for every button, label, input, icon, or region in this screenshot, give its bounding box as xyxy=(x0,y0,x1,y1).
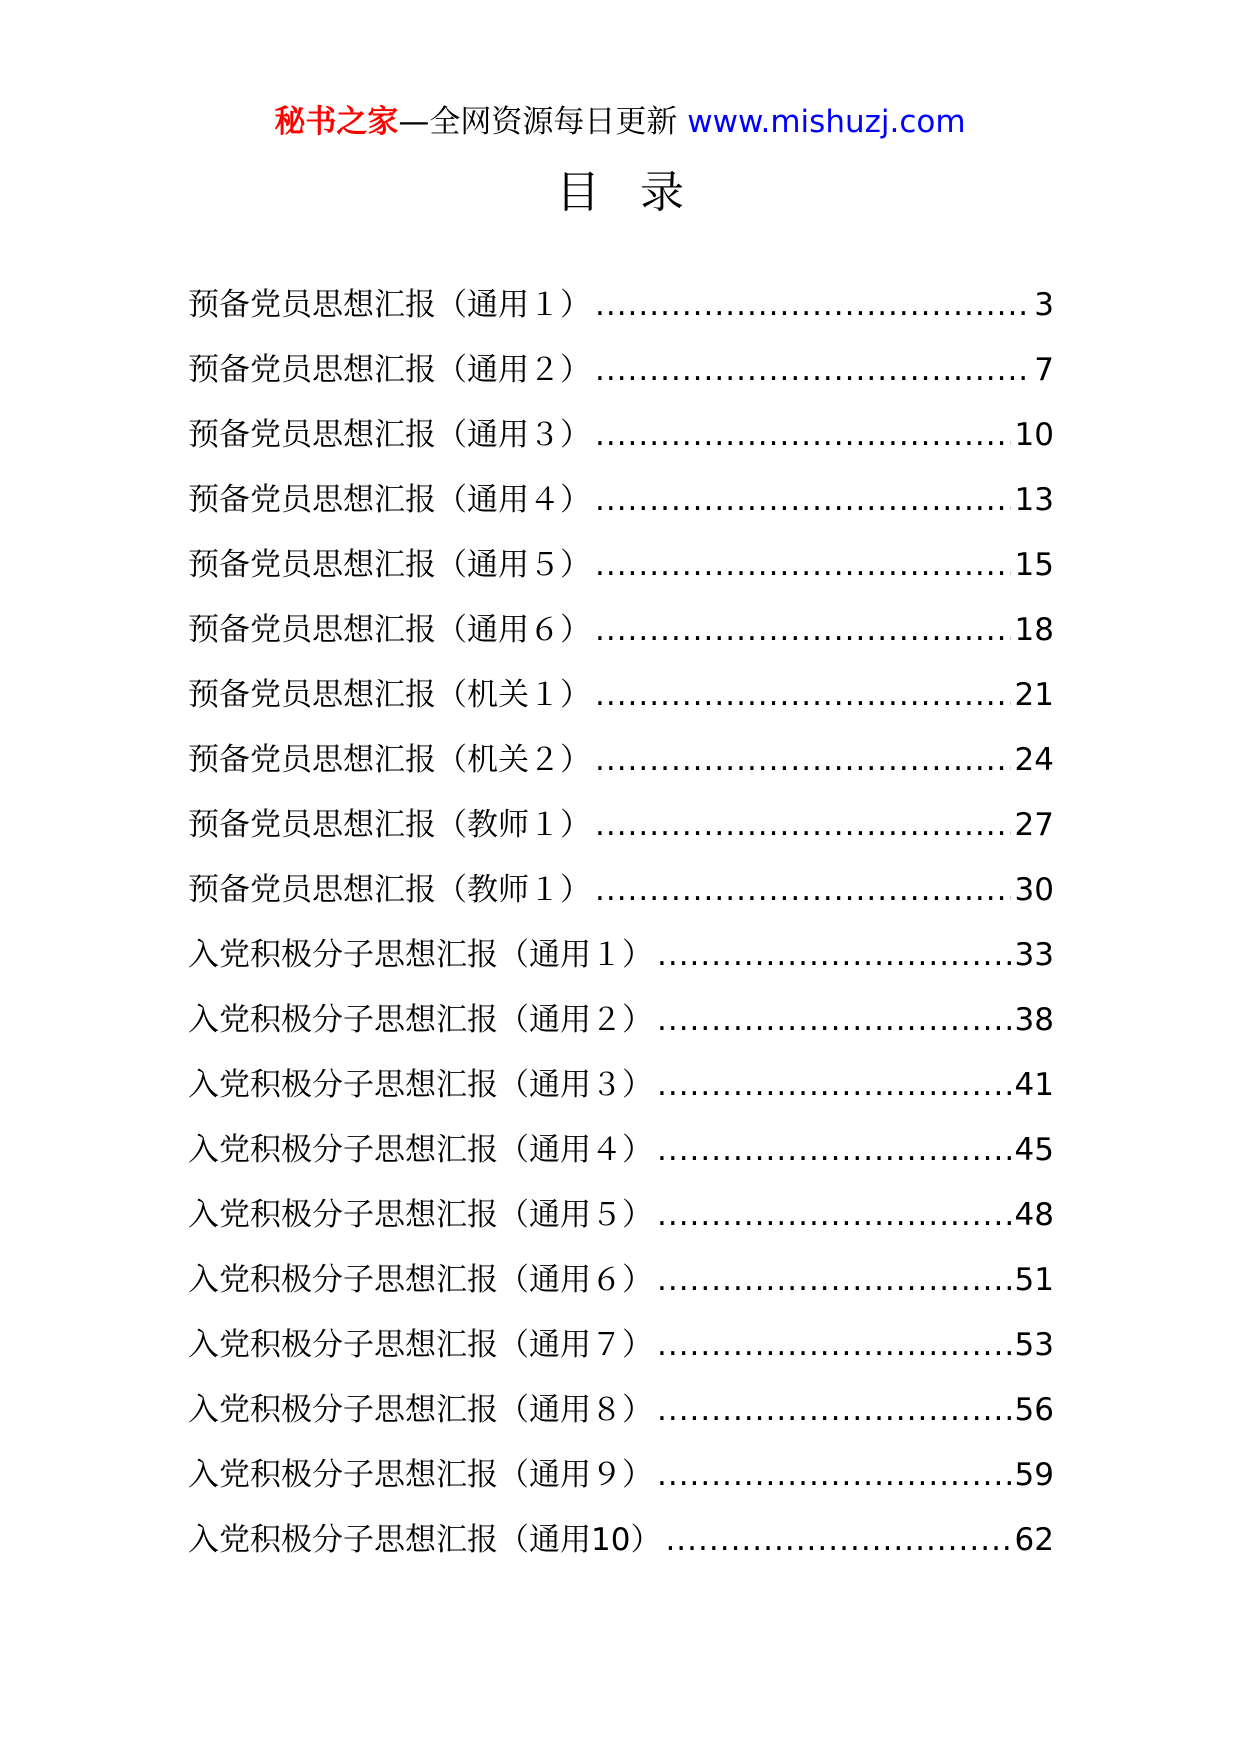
toc-dot-leader xyxy=(657,1388,1011,1432)
toc-entry[interactable] xyxy=(188,1367,1054,1432)
site-header xyxy=(0,100,1240,144)
toc-dot-leader xyxy=(595,803,1011,847)
toc-page-number: 38 xyxy=(1014,1002,1054,1038)
toc-dot-leader xyxy=(595,283,1030,327)
toc-entry[interactable] xyxy=(188,1432,1054,1497)
toc-dot-leader xyxy=(595,478,1011,522)
toc-page-number: 48 xyxy=(1014,1197,1054,1233)
toc-entry-title: 预备党员思想汇报（通用６） xyxy=(188,612,591,648)
toc-entry[interactable] xyxy=(188,1107,1054,1172)
toc-dot-leader xyxy=(657,1453,1011,1497)
toc-dot-leader xyxy=(595,868,1011,912)
toc-page-number: 30 xyxy=(1014,872,1054,908)
toc-entry-title: 预备党员思想汇报（教师１） xyxy=(188,872,591,908)
toc-page-number: 33 xyxy=(1014,937,1054,973)
toc-dot-leader xyxy=(657,998,1011,1042)
toc-entry[interactable] xyxy=(188,847,1054,912)
toc-page-number: 53 xyxy=(1014,1327,1054,1363)
toc-page-number: 56 xyxy=(1014,1392,1054,1428)
toc-page-number: 51 xyxy=(1014,1262,1054,1298)
toc-entry-title: 入党积极分子思想汇报（通用１） xyxy=(188,937,653,973)
toc-entry-title: 入党积极分子思想汇报（通用２） xyxy=(188,1002,653,1038)
toc-entry-title: 预备党员思想汇报（通用３） xyxy=(188,417,591,453)
toc-entry-title: 预备党员思想汇报（通用５） xyxy=(188,547,591,583)
toc-entry[interactable] xyxy=(188,1497,1054,1562)
toc-dot-leader xyxy=(595,738,1011,782)
toc-entry-title: 入党积极分子思想汇报（通用７） xyxy=(188,1327,653,1363)
toc-dot-leader xyxy=(665,1518,1010,1562)
toc-dot-leader xyxy=(657,1258,1011,1302)
toc-dot-leader xyxy=(595,608,1011,652)
toc-entry[interactable] xyxy=(188,652,1054,717)
toc-list xyxy=(188,262,1054,1562)
toc-entry-title: 入党积极分子思想汇报（通用８） xyxy=(188,1392,653,1428)
toc-page-number: 3 xyxy=(1034,287,1054,323)
toc-entry[interactable] xyxy=(188,1237,1054,1302)
toc-page-number: 45 xyxy=(1014,1132,1054,1168)
toc-entry-title: 预备党员思想汇报（机关１） xyxy=(188,677,591,713)
toc-entry[interactable] xyxy=(188,782,1054,847)
toc-page-number: 41 xyxy=(1014,1067,1054,1103)
toc-entry[interactable] xyxy=(188,977,1054,1042)
site-url-link[interactable]: www.mishuzj.com xyxy=(687,104,966,140)
toc-entry[interactable] xyxy=(188,912,1054,977)
toc-entry-title: 入党积极分子思想汇报（通用５） xyxy=(188,1197,653,1233)
toc-entry[interactable] xyxy=(188,587,1054,652)
toc-page-number: 62 xyxy=(1014,1522,1054,1558)
toc-entry[interactable] xyxy=(188,457,1054,522)
toc-entry-title: 预备党员思想汇报（教师１） xyxy=(188,807,591,843)
toc-entry[interactable] xyxy=(188,1042,1054,1107)
toc-page-number: 21 xyxy=(1014,677,1054,713)
toc-entry[interactable] xyxy=(188,327,1054,392)
toc-dot-leader xyxy=(595,543,1011,587)
toc-dot-leader xyxy=(657,1128,1011,1172)
toc-title: 目录 xyxy=(556,167,724,218)
toc-entry[interactable] xyxy=(188,262,1054,327)
toc-entry-title: 入党积极分子思想汇报（通用10） xyxy=(188,1522,662,1558)
toc-dot-leader xyxy=(595,348,1030,392)
toc-dot-leader xyxy=(657,1063,1011,1107)
brand-name: 秘书之家 xyxy=(274,104,399,140)
toc-entry[interactable] xyxy=(188,522,1054,587)
toc-entry-title: 预备党员思想汇报（通用１） xyxy=(188,287,591,323)
toc-entry[interactable] xyxy=(188,1302,1054,1367)
toc-page-number: 59 xyxy=(1014,1457,1054,1493)
toc-entry[interactable] xyxy=(188,1172,1054,1237)
toc-page-number: 18 xyxy=(1014,612,1054,648)
toc-entry-title: 预备党员思想汇报（机关２） xyxy=(188,742,591,778)
toc-page-number: 27 xyxy=(1014,807,1054,843)
toc-page-number: 24 xyxy=(1014,742,1054,778)
toc-dot-leader xyxy=(595,673,1011,717)
toc-entry-title: 入党积极分子思想汇报（通用６） xyxy=(188,1262,653,1298)
toc-page-number: 13 xyxy=(1014,482,1054,518)
toc-page-number: 7 xyxy=(1034,352,1054,388)
toc-entry-title: 入党积极分子思想汇报（通用９） xyxy=(188,1457,653,1493)
toc-page-number: 10 xyxy=(1014,417,1054,453)
toc-entry-title: 入党积极分子思想汇报（通用３） xyxy=(188,1067,653,1103)
toc-entry[interactable] xyxy=(188,717,1054,782)
toc-page-number: 15 xyxy=(1014,547,1054,583)
toc-dot-leader xyxy=(657,1323,1011,1367)
header-tagline: —全网资源每日更新 xyxy=(398,104,678,140)
toc-dot-leader xyxy=(657,933,1011,977)
toc-dot-leader xyxy=(595,413,1011,457)
toc-entry-title: 入党积极分子思想汇报（通用４） xyxy=(188,1132,653,1168)
toc-entry-title: 预备党员思想汇报（通用２） xyxy=(188,352,591,388)
toc-dot-leader xyxy=(657,1193,1011,1237)
toc-entry-title: 预备党员思想汇报（通用４） xyxy=(188,482,591,518)
toc-entry[interactable] xyxy=(188,392,1054,457)
